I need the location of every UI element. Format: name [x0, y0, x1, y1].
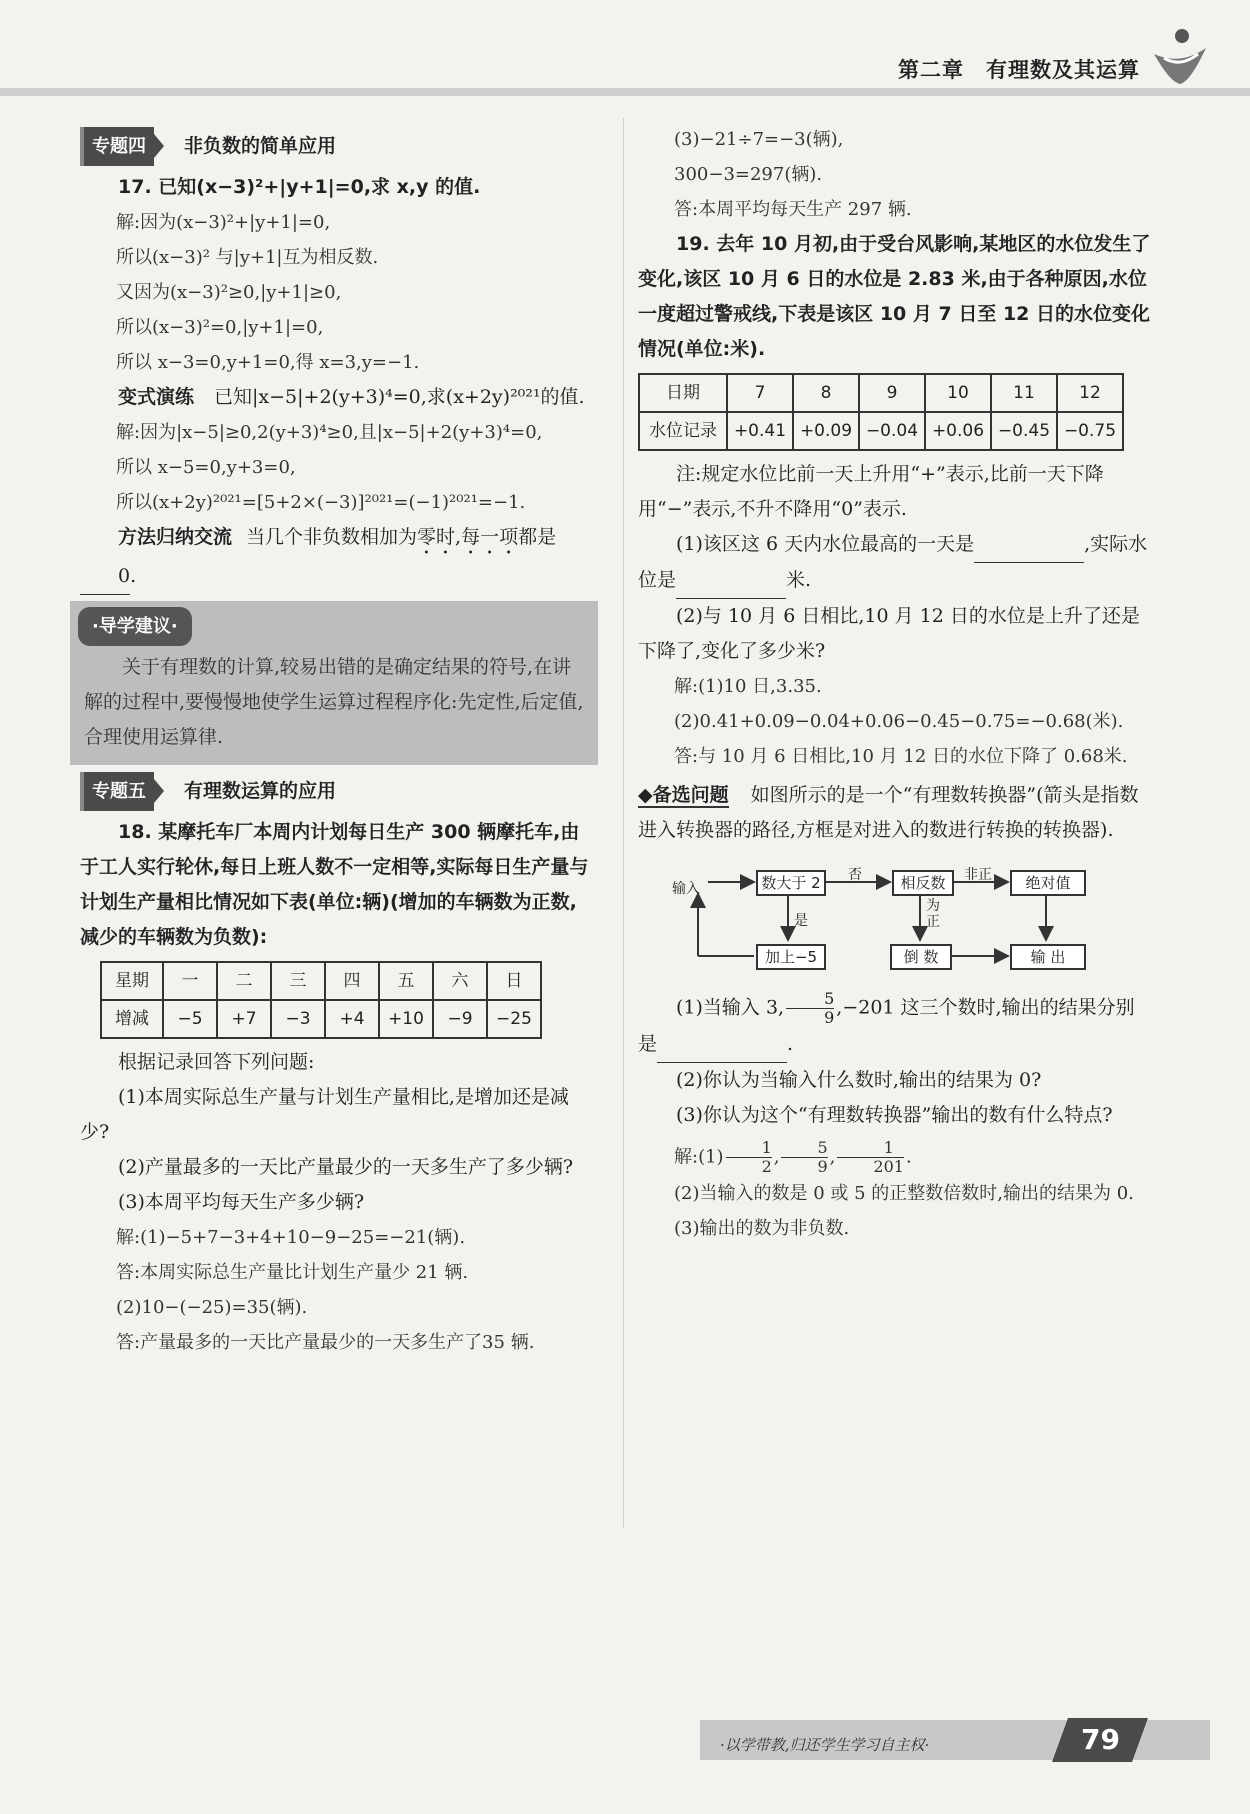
table-cell: 11 — [991, 374, 1057, 412]
production-table — [100, 961, 542, 1039]
table-cell: +0.06 — [925, 412, 991, 450]
method-label: 方法归纳交流 — [118, 526, 233, 548]
book-logo-icon — [1150, 26, 1210, 86]
q18-sol-2: 答:本周实际总生产量比计划生产量少 21 辆. — [116, 1262, 469, 1283]
fraction-denominator: 201 — [873, 1157, 904, 1176]
extra-sub-2: (2)你认为当输入什么数时,输出的结果为 0? — [676, 1069, 1042, 1091]
q19-sub1-text-c: 米. — [786, 569, 812, 591]
table-cell: −5 — [163, 1000, 217, 1038]
table-cell: +10 — [379, 1000, 433, 1038]
fraction — [837, 1139, 904, 1176]
variant-line-1: 解:因为|x−5|≥0,2(y+3)⁴≥0,且|x−5|+2(y+3)⁴=0, — [116, 422, 543, 443]
q18-sol-4: 答:产量最多的一天比产量最少的一天多生产了35 辆. — [116, 1332, 535, 1353]
table-cell: 日期 — [639, 374, 727, 412]
table-row — [101, 962, 541, 1000]
variant-question — [80, 380, 595, 415]
q19-sub1-text-b: 实际水位是 — [638, 533, 1148, 591]
flow-box-output: 输 出 — [1010, 944, 1086, 970]
extra-tag-text: 备选问题 — [652, 784, 729, 806]
q18-sol-7: 答:本周平均每天生产 297 辆. — [674, 199, 912, 220]
q18-sol-1: 解:(1)−5+7−3+4+10−9−25=−21(辆). — [116, 1227, 466, 1248]
extra-sub1-text-b: ,−201 这三个数时,输出的结果分别是 — [638, 996, 1135, 1055]
extra-sol-2: (2)当输入的数是 0 或 5 的正整数倍数时,输出的结果为 0. — [674, 1183, 1134, 1204]
answer-blank — [676, 563, 786, 599]
variant-label: 变式演练 — [118, 386, 195, 408]
q18-sub-2: (2)产量最多的一天比产量最少的一天多生产了多少辆? — [118, 1156, 574, 1178]
table-cell: 三 — [271, 962, 325, 1000]
q17-line-2: 所以(x−3)² 与|y+1|互为相反数. — [116, 247, 379, 268]
topic-arrow-icon — [154, 134, 164, 158]
guide-tag: ·导学建议· — [78, 607, 192, 646]
table-cell: −25 — [487, 1000, 541, 1038]
topic-tag: 专题四 — [80, 127, 154, 166]
q17-line-5: 所以 x−3=0,y+1=0,得 x=3,y=−1. — [116, 352, 420, 373]
question-17: 17. 已知(x−3)²+|y+1|=0,求 x,y 的值. — [118, 176, 481, 198]
fraction — [781, 1139, 827, 1176]
q19-sub-1: (1)该区这 6 天内水位最高的一天是 ,实际水位是 米. — [638, 527, 1153, 599]
q18-sol-3: (2)10−(−25)=35(辆). — [116, 1297, 308, 1318]
flow-input-label: 输入 — [672, 881, 700, 897]
q19-sub-2: (2)与 10 月 6 日相比,10 月 12 日的水位是上升了还是下降了,变化了多少米? — [638, 605, 1140, 662]
topic-four-header — [80, 126, 595, 166]
extra-question — [638, 778, 1153, 848]
q18-prompt: 根据记录回答下列问题: — [118, 1051, 315, 1073]
table-cell: +7 — [217, 1000, 271, 1038]
method-text-emph: 零时,每一项 — [417, 526, 519, 548]
fraction-numerator: 5 — [781, 1139, 827, 1158]
q19-sol-2: (2)0.41+0.09−0.04+0.06−0.45−0.75=−0.68(米). — [674, 711, 1124, 732]
table-cell: 8 — [793, 374, 859, 412]
fraction-numerator: 1 — [837, 1139, 904, 1158]
extra-sub-1 — [638, 990, 1153, 1063]
answer-blank — [657, 1027, 787, 1063]
answer-blank — [974, 527, 1084, 563]
table-cell: 10 — [925, 374, 991, 412]
page-footer — [0, 1708, 1250, 1770]
method-text-a: 当几个非负数相加为 — [246, 526, 418, 548]
fraction — [786, 990, 834, 1027]
guide-text: 关于有理数的计算,较易出错的是确定结果的符号,在讲解的过程中,要慢慢地使学生运算过程程序化:先定性,后定值,合理使用运算律. — [84, 656, 584, 748]
guide-box — [70, 601, 598, 765]
table-cell: 7 — [727, 374, 793, 412]
topic-title: 有理数运算的应用 — [184, 779, 337, 802]
table-cell: 五 — [379, 962, 433, 1000]
topic-title: 非负数的简单应用 — [184, 134, 337, 157]
table-row — [639, 374, 1123, 412]
table-cell: −0.45 — [991, 412, 1057, 450]
table-cell: 9 — [859, 374, 925, 412]
extra-text: 如图所示的是一个“有理数转换器”(箭头是指数进入转换器的路径,方框是对进入的数进行转换的转换器). — [638, 784, 1139, 841]
left-column — [80, 122, 595, 1360]
converter-flowchart — [672, 854, 1108, 984]
chapter-heading — [898, 54, 1140, 84]
topic-tag: 专题五 — [80, 772, 154, 811]
q19-sub1-text-a: (1)该区这 6 天内水位最高的一天是 — [676, 533, 975, 555]
q18-sol-5: (3)−21÷7=−3(辆), — [674, 129, 844, 150]
flow-label-no: 否 — [848, 867, 862, 883]
topic-five-header — [80, 771, 595, 811]
table-cell: 一 — [163, 962, 217, 1000]
table-cell: −0.75 — [1057, 412, 1123, 450]
table-cell: −0.04 — [859, 412, 925, 450]
question-18: 18. 某摩托车厂本周内计划每日生产 300 辆摩托车,由于工人实行轮休,每日上班人数不一定相等,实际每日生产量与计划生产量相比情况如下表(单位:辆)(增加的车辆数为正数,减少的车辆数为负数): — [80, 821, 589, 948]
topic-arrow-icon — [154, 779, 164, 803]
method-summary — [80, 520, 595, 595]
variant-line-2: 所以 x−5=0,y+3=0, — [116, 457, 296, 478]
flow-label-yes: 是 — [794, 913, 808, 929]
footer-slogan: ·以学带教,归还学生学习自主权· — [720, 1736, 930, 1754]
variant-line-3: 所以(x+2y)²⁰²¹=[5+2×(−3)]²⁰²¹=(−1)²⁰²¹=−1. — [116, 492, 526, 513]
method-text-c: . — [130, 565, 137, 587]
table-cell: 六 — [433, 962, 487, 1000]
fraction-denominator: 2 — [761, 1157, 772, 1176]
chapter-title: 有理数及其运算 — [986, 58, 1140, 82]
flow-box-greater-than-2: 数大于 2 — [756, 870, 826, 896]
q19-sol-1: 解:(1)10 日,3.35. — [674, 676, 822, 697]
method-answer: 0 — [80, 559, 130, 595]
q19-note: 注:规定水位比前一天上升用“+”表示,比前一天下降用“−”表示,不升不降用“0”表示. — [638, 463, 1104, 520]
q18-sub-1: (1)本周实际总生产量与计划生产量相比,是增加还是减少? — [80, 1086, 569, 1143]
table-cell: −3 — [271, 1000, 325, 1038]
water-level-table — [638, 373, 1124, 451]
chapter-number: 第二章 — [898, 58, 964, 82]
extra-sub-3: (3)你认为这个“有理数转换器”输出的数有什么特点? — [676, 1104, 1113, 1126]
extra-sub1-text-a: (1)当输入 3, — [676, 996, 785, 1019]
right-column — [638, 122, 1153, 1246]
q17-line-4: 所以(x−3)²=0,|y+1|=0, — [116, 317, 324, 338]
table-cell: +4 — [325, 1000, 379, 1038]
table-cell: 12 — [1057, 374, 1123, 412]
flow-box-add-minus-5: 加上−5 — [756, 944, 826, 970]
column-divider — [623, 118, 624, 1528]
table-cell: 增减 — [101, 1000, 163, 1038]
extra-sol1-text: 解:(1) — [674, 1146, 724, 1168]
table-cell: +0.09 — [793, 412, 859, 450]
q19-sol-3: 答:与 10 月 6 日相比,10 月 12 日的水位下降了 0.68米. — [674, 746, 1128, 767]
page-header — [0, 0, 1250, 98]
fraction-numerator: 5 — [786, 990, 834, 1009]
table-cell: 四 — [325, 962, 379, 1000]
flow-box-absolute-value: 绝对值 — [1010, 870, 1086, 896]
table-row — [639, 412, 1123, 450]
extra-sol-3: (3)输出的数为非负数. — [674, 1218, 850, 1239]
extra-sol-1: 解:(1) $\frac{1}{2}$ , $\frac{5}{9}$ , $\frac{1}{201}$ . — [674, 1138, 912, 1176]
flow-label-not-positive: 非正 — [964, 867, 992, 883]
extra-sub1-text-c: . — [787, 1033, 794, 1055]
fraction-numerator: 1 — [726, 1139, 772, 1158]
table-cell: 二 — [217, 962, 271, 1000]
flow-box-opposite: 相反数 — [892, 870, 954, 896]
fraction — [726, 1139, 772, 1176]
extra-tag: ◆备选问题 — [638, 784, 729, 806]
page-number-text: 79 — [1080, 1723, 1120, 1756]
table-cell: 日 — [487, 962, 541, 1000]
q17-line-1: 解:因为(x−3)²+|y+1|=0, — [116, 212, 331, 233]
question-19: 19. 去年 10 月初,由于受台风影响,某地区的水位发生了变化,该区 10 月 6 日的水位是 2.83 米,由于各种原因,水位一度超过警戒线,下表是该区 10 月 7 日至 12 日的水位变化情况(单位:米). — [638, 233, 1151, 360]
variant-text: 已知|x−5|+2(y+3)⁴=0,求(x+2y)²⁰²¹的值. — [214, 386, 585, 408]
q17-line-3: 又因为(x−3)²≥0,|y+1|≥0, — [116, 282, 342, 303]
fraction-denominator: 9 — [817, 1157, 828, 1176]
table-cell: 水位记录 — [639, 412, 727, 450]
table-cell: 星期 — [101, 962, 163, 1000]
method-text-b: 都是 — [518, 526, 557, 548]
table-cell: −9 — [433, 1000, 487, 1038]
fraction-denominator: 9 — [824, 1008, 835, 1027]
table-row — [101, 1000, 541, 1038]
q18-sub-3: (3)本周平均每天生产多少辆? — [118, 1191, 365, 1213]
flow-label-positive: 为正 — [926, 898, 940, 930]
table-cell: +0.41 — [727, 412, 793, 450]
flow-box-reciprocal: 倒 数 — [890, 944, 952, 970]
header-bar — [0, 88, 1250, 96]
page-number — [1052, 1718, 1148, 1762]
q18-sol-6: 300−3=297(辆). — [674, 164, 823, 185]
